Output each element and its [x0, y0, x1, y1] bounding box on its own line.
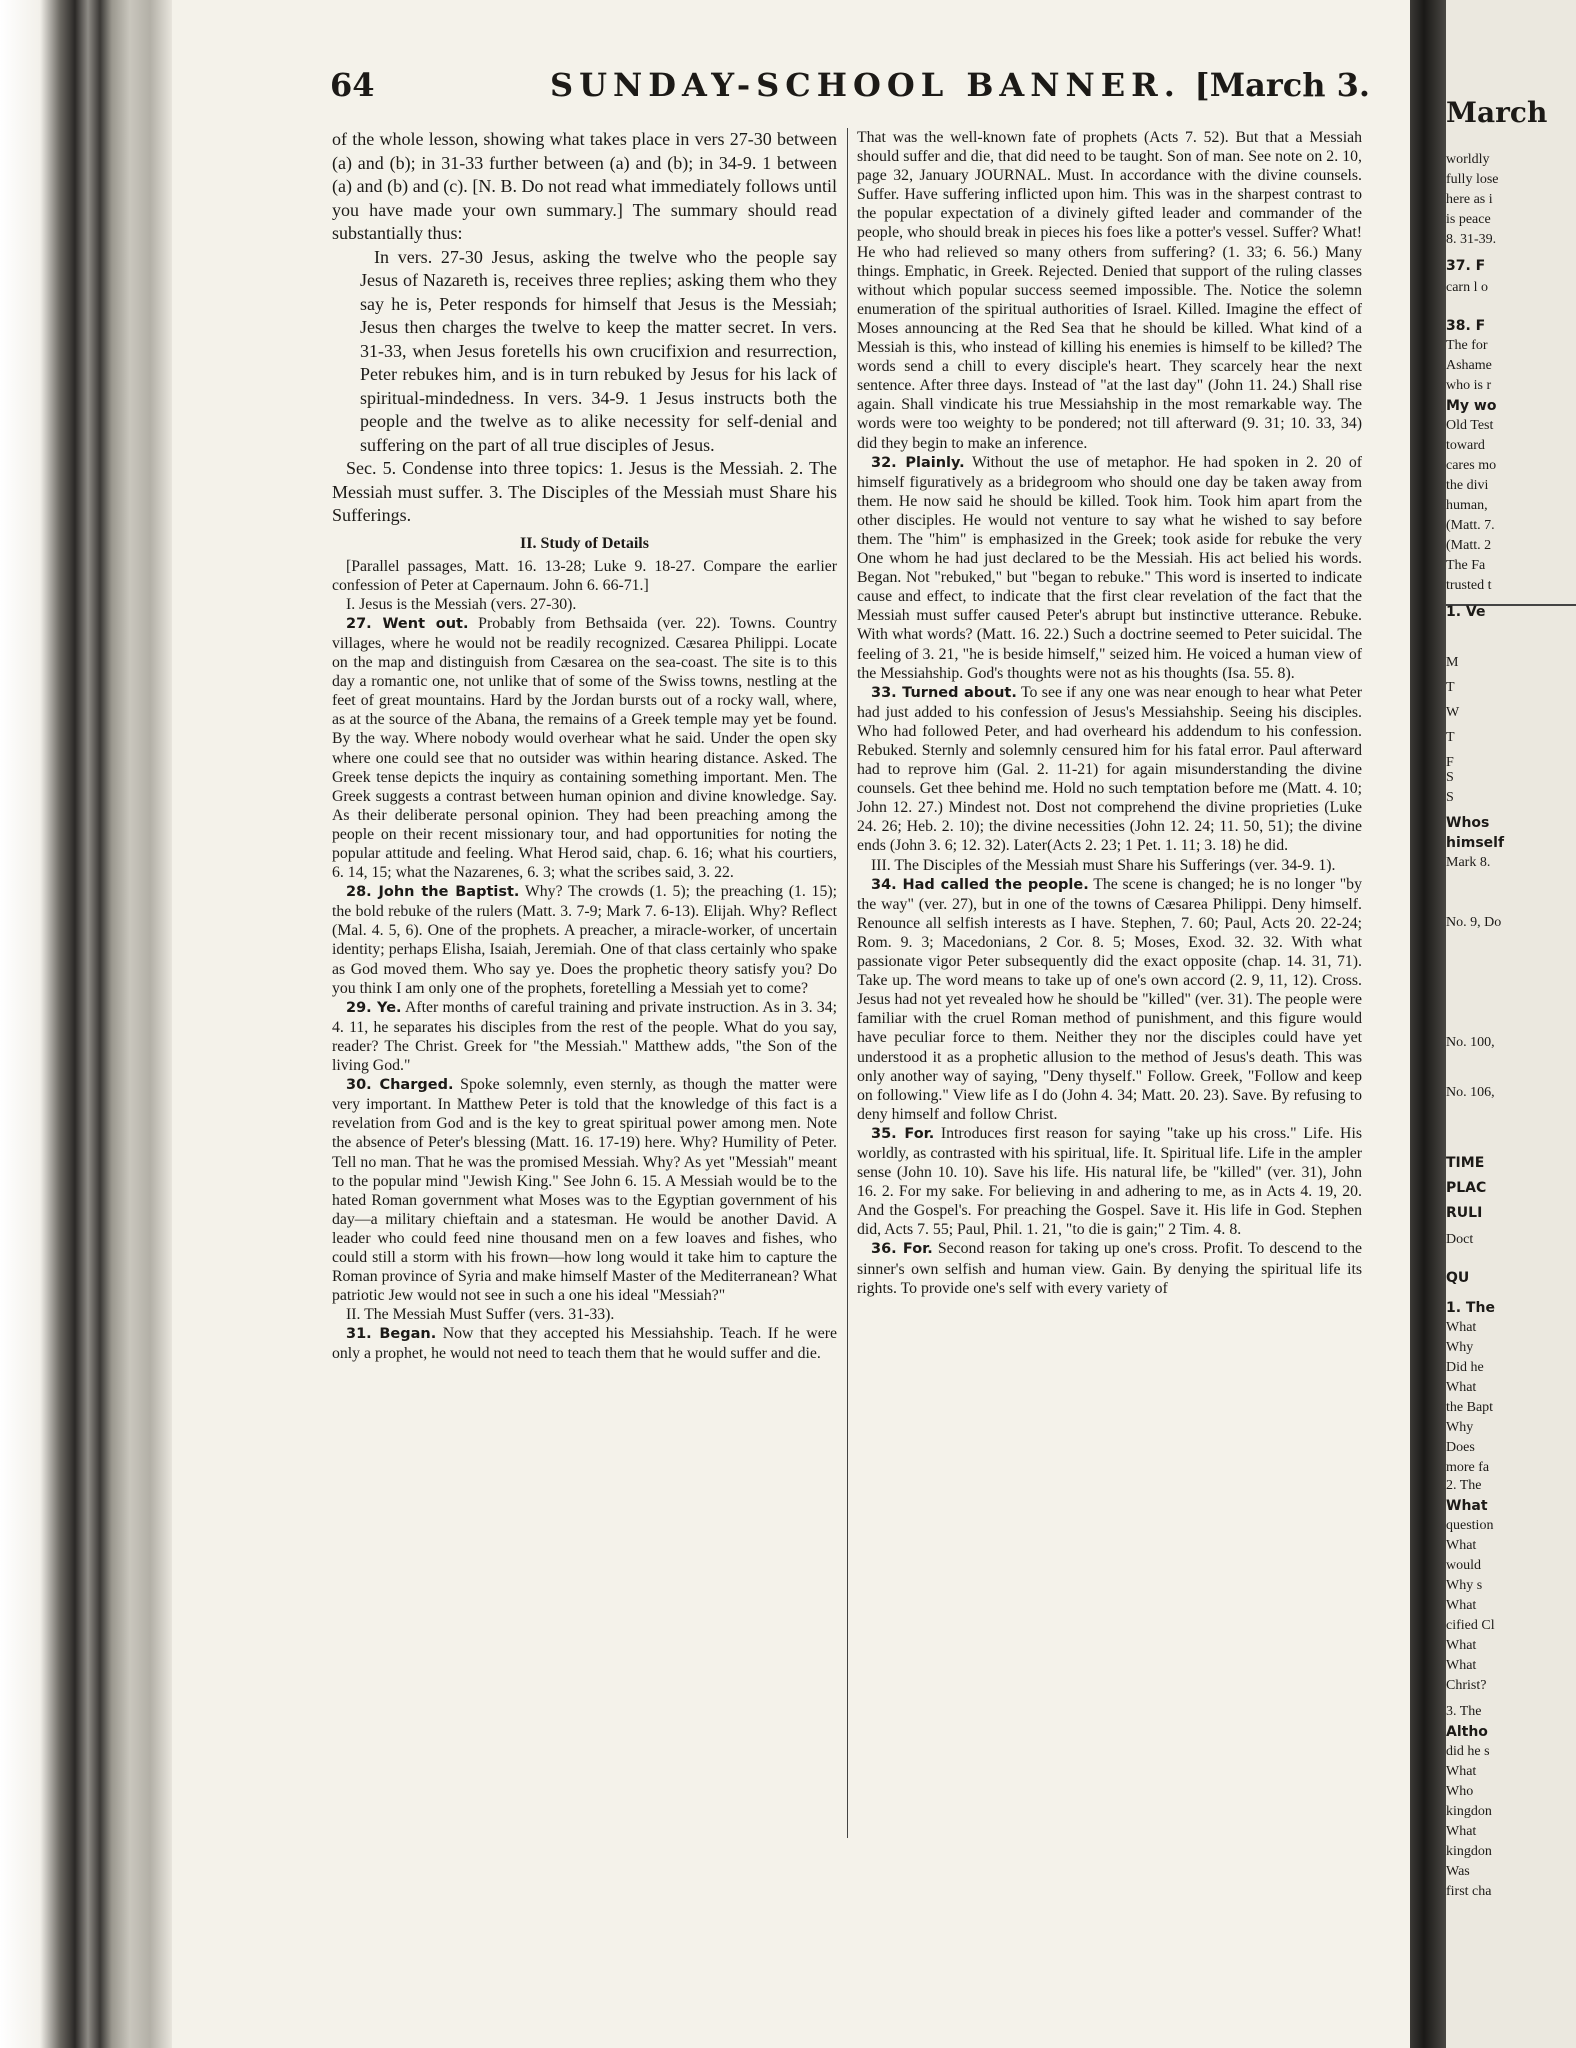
facing-page-line: more fa	[1446, 1460, 1490, 1475]
facing-page-line: Mark 8.	[1446, 855, 1491, 870]
facing-page-line: PLAC	[1446, 1180, 1487, 1196]
issue-date: [March 3.	[1194, 66, 1370, 104]
facing-page-line: kingdon	[1446, 1844, 1492, 1859]
facing-page-line: the divi	[1446, 478, 1489, 493]
facing-page-line: 2. The	[1446, 1478, 1482, 1493]
facing-page-line: (Matt. 2	[1446, 538, 1492, 553]
book-binding-edge	[0, 0, 172, 2048]
facing-page-line: toward	[1446, 438, 1485, 453]
verse-31-note	[332, 1324, 837, 1363]
facing-page-line: Why s	[1446, 1578, 1483, 1593]
facing-page-line: fully lose	[1446, 172, 1499, 187]
verse-35-note	[857, 1124, 1362, 1240]
topic-3-heading: III. The Disciples of the Messiah must Share his Sufferings (ver. 34-9. 1).	[871, 856, 1336, 874]
facing-page-line: My wo	[1446, 398, 1497, 414]
facing-page-line: W	[1446, 705, 1460, 720]
facing-page-line: Ashame	[1446, 358, 1492, 373]
facing-page-header: March	[1446, 96, 1548, 129]
facing-page-line: What	[1446, 1320, 1477, 1335]
verse-35-label: 35. For.	[871, 1125, 935, 1142]
facing-page-line: (Matt. 7.	[1446, 518, 1495, 533]
facing-page-line: Was	[1446, 1864, 1470, 1879]
facing-page-line: would	[1446, 1558, 1481, 1573]
facing-page-line: No. 9, Do	[1446, 915, 1502, 930]
facing-page-line: 38. F	[1446, 318, 1486, 334]
verse-28-text: Why? The crowds (1. 5); the preaching (1. 15); the bold rebuke of the rulers (Matt. 3. 7-9; Mark 7. 6-13). Elijah. Why? Reflect (Mal. 4. 5, 6). One of the prophets. A preacher, a miracle-worker, of uncertain identity; perhaps Elisha, Isaiah, Jeremiah. One of that class certainly who spake as God moved them. Who say ye. Does the prophetic theory satisfy you? Do you think I am only one of the prophets, foretelling a Messiah yet to come?	[332, 883, 838, 997]
facing-page-line: What	[1446, 1598, 1477, 1613]
verse-34-label: 34. Had called the people.	[871, 876, 1089, 893]
verse-30-note	[332, 1075, 837, 1305]
verse-36-text: Second reason for taking up one's cross. Profit. To descend to the sinner's own selfish and human view. Gain. By denying the spiritual life its rights. To provide one's self with every variety of	[857, 1240, 1362, 1297]
facing-page-line: Doct	[1446, 1232, 1474, 1247]
page-number: 64	[330, 66, 375, 104]
facing-page-line: cares mo	[1446, 458, 1497, 473]
facing-page-line: human,	[1446, 498, 1488, 513]
verse-27-text: Probably from Bethsaida (ver. 22). Towns. Country villages, where he would not be readily recognized. Cæsarea Philippi. Locate on the map and distinguish from Cæsarea on the sea-coast. The site is to this day a romantic one, not unlike that of some of the Swiss towns, nestling at the feet of great mountains. Hard by the Jordan bursts out of a rocky wall, where, as at the source of the Abana, the remains of a Greek temple may yet be found. By the way. Where nobody would overhear what he said. Under the open sky where one could see that no outsider was within hearing distance. Asked. The Greek tense depicts the inquiry as containing something important. Men. The Greek suggests a contrast between human opinion and divine knowledge. Say. As their deliberate personal opinion. They had been preaching among the people on their recent missionary tour, and had opportunities for noting the popular attitude and feeling. What Herod said, chap. 6. 16; what his courtiers, 6. 14, 15; what the Nazarenes, 6. 3; what the scribes said, 3. 22.	[332, 614, 838, 882]
facing-page-line: What	[1446, 1824, 1477, 1839]
verse-27-note	[332, 614, 837, 882]
facing-page-line: 37. F	[1446, 258, 1486, 274]
verse-32-text: Without the use of metaphor. He had spoken in 2. 20 of himself figuratively as a bridegroom who should one day be taken away from them. He now said he should be killed. Took him. Took him apart from the other disciples. He would not venture to say what he wished to say before them. The "him" is emphasized in the Greek; took aside for rebuke the very One whom he had just declared to be the Messiah. His act belied his words. Began. Not "rebuked," but "began to rebuke." This word is inserted to indicate cause and effect, to indicate that the first clear revelation of the fact that the Messiah must suffer caused Peter's abrupt but instinctive utterance. Rebuke. With what words? (Matt. 16. 22.) Such a doctrine seemed to Peter suicidal. The feeling of 3. 21, "he is beside himself," seized him. He voiced a human view of the Messiahship. God's thoughts were not as his thoughts (Isa. 55. 8).	[857, 453, 1362, 682]
verse-35-text: Introduces first reason for saying "take up his cross." Life. His worldly, as contrasted with his spiritual, life. It. Spiritual life. Life in the ampler sense (John 10. 10). Save his life. His natural life, be "killed" (ver. 31), John 16. 2. For my sake. For believing in and adhering to me, as in Acts 4. 19, 20. And the Gospel's. For preaching the Gospel. Save it. His life in God. Stephen did, Acts 7. 55; Paul, Phil. 1. 21, "to die is gain;" 2 Tim. 4. 8.	[857, 1124, 1362, 1239]
section-5: Sec. 5. Condense into three topics: 1. Jesus is the Messiah. 2. The Messiah must suffer. 3. The Disciples of the Messiah must Share his Sufferings.	[332, 458, 837, 525]
facing-page-line: Did he	[1446, 1360, 1484, 1375]
verse-32-label: 32. Plainly.	[871, 454, 965, 471]
verse-36-note	[857, 1239, 1362, 1297]
facing-page-line: RULI	[1446, 1205, 1483, 1221]
topic-2-heading: II. The Messiah Must Suffer (vers. 31-33).	[346, 1306, 615, 1324]
verse-28-label: 28. John the Baptist.	[346, 884, 520, 901]
lesson-summary: In vers. 27-30 Jesus, asking the twelve who the people say Jesus of Nazareth is, receives three replies; asking them who they say he is, Peter responds for himself that Jesus is the Messiah; Jesus then charges the twelve to keep the matter secret. In vers. 31-33, when Jesus foretells his own crucifixion and resurrection, Peter rebukes him, and is in turn rebuked by Jesus for his lack of spiritual-mindedness. In vers. 34-9. 1 Jesus instructs both the people and the twelve as to alike necessity for self-denial and suffering on the part of all true disciples of Jesus.	[360, 246, 837, 455]
facing-page-line: who is r	[1446, 378, 1492, 393]
facing-page-line: is peace	[1446, 212, 1491, 227]
verse-31-continued: That was the well-known fate of prophets (Acts 7. 52). But that a Messiah should suffer and die, that did need to be taught. Son of man. See note on 2. 10, page 32, January JOURNAL. Must. In accordance with the divine counsels. Suffer. Have suffering inflicted upon him. This was in the sharpest contrast to the popular expectation of a divinely gifted leader and commander of the people, who should break in pieces his foes like a potter's vessel. Suffer? What! He who had relieved so many others from suffering? (1. 33; 6. 56.) Many things. Emphatic, in Greek. Rejected. Denied that support of the ruling classes without which popular success seemed impossible. The. Notice the solemn enumeration of the spiritual authorities of Israel. Killed. Imagine the effect of Moses announcing at the Red Sea that he should be killed. What kind of a Messiah is this, who instead of killing his enemies is himself to be killed? The words send a chill to every disciple's heart. They scarcely hear the next sentence. After three days. Instead of "at the last day" (John 11. 24.) Shall rise again. Shall vindicate his true Messiahship in the most remarkable way. The words were too weighty to be pondered; not till afterward (9. 31; 10. 33, 34) did they begin to make an inference.	[857, 129, 1362, 452]
facing-page-line: S	[1446, 770, 1454, 785]
facing-page-line: What	[1446, 1538, 1477, 1553]
verse-31-label: 31. Began.	[346, 1326, 437, 1343]
column-divider	[847, 128, 848, 1838]
facing-page-line: What	[1446, 1498, 1488, 1514]
verse-30-label: 30. Charged.	[346, 1077, 454, 1094]
facing-page-line: No. 100,	[1446, 1035, 1495, 1050]
facing-page-line: What	[1446, 1764, 1477, 1779]
intro-paragraph: of the whole lesson, showing what takes place in vers 27-30 between (a) and (b); in 31-33 further between (a) and (b); in 34-9. 1 between (a) and (b) and (c). [N. B. Do not read what immediately follows until you have made your own summary.] The summary should read substantially thus:	[332, 129, 837, 243]
right-column	[857, 128, 1362, 1298]
facing-page-line: did he s	[1446, 1744, 1490, 1759]
facing-page-line: What	[1446, 1380, 1477, 1395]
verse-33-label: 33. Turned about.	[871, 684, 1017, 701]
facing-page-line: Why	[1446, 1420, 1474, 1435]
book-gutter	[1410, 0, 1446, 2048]
facing-page-line: worldly	[1446, 152, 1490, 167]
verse-29-label: 29. Ye.	[346, 999, 402, 1016]
verse-29-note	[332, 998, 837, 1075]
facing-page-line: cified Cl	[1446, 1618, 1495, 1633]
facing-page-line: T	[1446, 680, 1455, 695]
verse-32-note	[857, 453, 1362, 683]
facing-page-line: 3. The	[1446, 1704, 1482, 1719]
facing-page-line: 1. Ve	[1446, 604, 1486, 620]
study-heading: II. Study of Details	[520, 534, 649, 552]
verse-30-text: Spoke solemnly, even sternly, as though the matter were very important. In Matthew Peter is told that the knowledge of this fact is a revelation from God and is the key to great spiritual power among men. Note the absence of Peter's blessing (Matt. 16. 17-19) here. Why? Humility of Peter. Tell no man. That he was the promised Messiah. Why? As yet "Messiah" meant to the popular mind "Jewish King." See John 6. 15. A Messiah would be to the hated Roman government what Moses was to the Egyptian government of his day—a military chieftain and a statesman. He would be another David. A leader who could feed nine thousand men on a few loaves and fishes, who could still a storm with his frown—how long would it take him to capture the Roman province of Syria and make himself Master of the Mediterranean? What patriotic Jew would not see in such a one his ideal "Messiah?"	[332, 1076, 838, 1305]
facing-page-line: S	[1446, 790, 1454, 805]
facing-page-line: T	[1446, 730, 1455, 745]
verse-33-note	[857, 683, 1362, 856]
facing-page-line: M	[1446, 655, 1459, 670]
facing-page-line: QU	[1446, 1270, 1470, 1286]
running-title: SUNDAY-SCHOOL BANNER.	[550, 66, 1181, 104]
facing-page-line: himself	[1446, 835, 1505, 851]
facing-page-line: carn l o	[1446, 280, 1488, 295]
facing-page-line: TIME	[1446, 1155, 1485, 1171]
verse-36-label: 36. For.	[871, 1241, 933, 1258]
facing-page-line: Old Test	[1446, 418, 1494, 433]
facing-page-line: Why	[1446, 1340, 1474, 1355]
left-column	[332, 128, 837, 1364]
facing-page-line: first cha	[1446, 1884, 1492, 1899]
facing-page-line: Does	[1446, 1440, 1475, 1455]
facing-page-line: No. 106,	[1446, 1085, 1495, 1100]
facing-page-line: The for	[1446, 338, 1488, 353]
facing-page-line: F	[1446, 755, 1454, 770]
facing-page-line: What	[1446, 1638, 1477, 1653]
verse-31-text: Now that they accepted his Messiahship. Teach. If he were only a prophet, he would not need to teach them that he would suffer and die.	[332, 1325, 837, 1363]
topic-1-heading: I. Jesus is the Messiah (vers. 27-30).	[346, 595, 577, 613]
facing-page-line: trusted t	[1446, 578, 1492, 593]
facing-page-line: Who	[1446, 1784, 1474, 1799]
verse-28-note	[332, 882, 837, 998]
facing-page-line: Christ?	[1446, 1678, 1487, 1693]
facing-page-line: Whos	[1446, 815, 1490, 831]
facing-page-line: here as i	[1446, 192, 1493, 207]
verse-34-note	[857, 875, 1362, 1124]
facing-page-line: the Bapt	[1446, 1400, 1494, 1415]
page-header	[330, 66, 1370, 116]
facing-page-line: question	[1446, 1518, 1494, 1533]
facing-page-fragment	[1446, 0, 1576, 2048]
facing-page-line: kingdon	[1446, 1804, 1492, 1819]
verse-29-text: After months of careful training and private instruction. As in 3. 34; 4. 11, he separates his disciples from the rest of the people. What do you say, reader? The Christ. Greek for "the Messiah." Matthew adds, "the Son of the living God."	[332, 998, 837, 1075]
facing-page-line: The Fa	[1446, 558, 1486, 573]
facing-page-line: 1. The	[1446, 1300, 1495, 1316]
verse-33-text: To see if any one was near enough to hear what Peter had just added to his confession of Jesus's Messiahship. Seeing his disciples. Who had followed Peter, and had overheard his addendum to his confession. Rebuked. Sternly and solemnly censured him for his fatal error. Paul afterward had to reprove him (Gal. 2. 11-21) for again misunderstanding the divine counsels. Get thee behind me. Hold no such temptation before me (Matt. 4. 10; John 12. 27.) Mindest not. Dost not comprehend the divine proprieties (Luke 24. 26; Heb. 2. 10); the divine necessities (John 12. 24; 11. 50, 51); the divine ends (John 3. 6; 12. 32). Later(Acts 2. 23; 1 Pet. 1. 11; 3. 18) he did.	[857, 683, 1362, 855]
parallel-passages: [Parallel passages, Matt. 16. 13-28; Luke 9. 18-27. Compare the earlier confession of Peter at Capernaum. John 6. 66-71.]	[332, 557, 837, 594]
facing-page-line: Altho	[1446, 1724, 1488, 1740]
verse-34-text: The scene is changed; he is no longer "by the way" (ver. 27), but in one of the towns of Cæsarea Philippi. Deny himself. Renounce all selfish interests as I have. Stephen, 7. 60; Paul, Acts 20. 22-24; Rom. 9. 3; Macedonians, 2 Cor. 8. 5; Moses, Exod. 32. 32. With what passionate vigor Peter subsequently did the exact opposite (chap. 14. 31, 71). Take up. The word means to take up of one's own accord (2. 9, 11, 12). Cross. Jesus had not yet revealed how he should be "killed" (ver. 31). The people were familiar with the cruel Roman method of punishment, and this figure would have peculiar force to them. Neither they nor the disciples could have yet understood it as a prophetic allusion to the method of Jesus's death. This was only another way of saying, "Deny thyself." Follow. Greek, "Follow and keep on following." View life as I do (John 4. 34; Matt. 20. 23). Save. By refusing to deny himself and follow Christ.	[857, 875, 1362, 1123]
facing-page-line: What	[1446, 1658, 1477, 1673]
facing-page-line: 8. 31-39.	[1446, 232, 1497, 247]
verse-27-label: 27. Went out.	[346, 615, 469, 632]
